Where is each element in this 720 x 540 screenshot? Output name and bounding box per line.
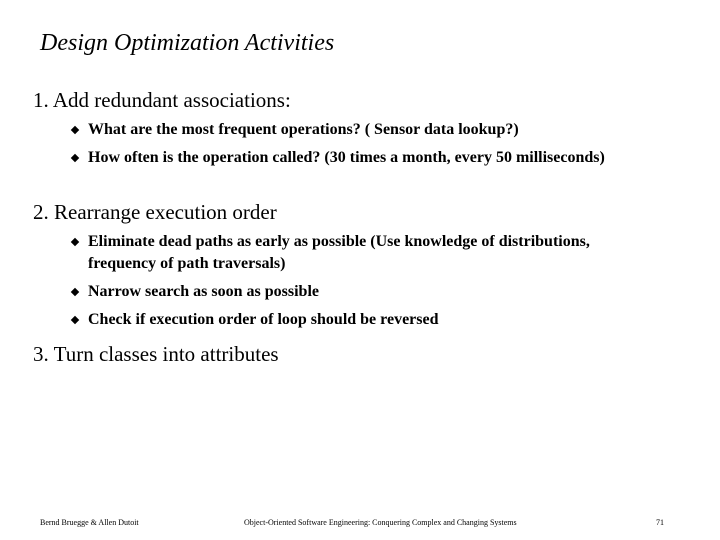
item-3-heading: 3. Turn classes into attributes <box>33 342 279 366</box>
item-1-bullet-list <box>70 119 670 175</box>
bullet-text: Check if execution order of loop should be reversed <box>88 311 439 328</box>
bullet-text: What are the most frequent operations? ( Sensor data lookup?) <box>88 121 519 138</box>
item-1-heading: 1. Add redundant associations: <box>33 88 291 112</box>
bullet-item <box>70 119 670 141</box>
item-2-bullet-list <box>70 231 630 337</box>
bullet-item <box>70 231 630 275</box>
footer-authors: Bernd Bruegge & Allen Dutoit <box>40 518 139 527</box>
item-2-heading: 2. Rearrange execution order <box>33 200 277 224</box>
diamond-bullet-icon <box>71 316 79 324</box>
diamond-bullet-icon <box>71 288 79 296</box>
bullet-item <box>70 309 630 331</box>
diamond-bullet-icon <box>71 154 79 162</box>
bullet-item <box>70 147 670 169</box>
bullet-text: How often is the operation called? (30 times a month, every 50 milliseconds) <box>88 149 605 166</box>
bullet-item <box>70 281 630 303</box>
footer-book-title: Object-Oriented Software Engineering: Conquering Complex and Changing Systems <box>244 518 517 527</box>
diamond-bullet-icon <box>71 238 79 246</box>
slide-title: Design Optimization Activities <box>40 30 335 56</box>
diamond-bullet-icon <box>71 126 79 134</box>
bullet-text: Narrow search as soon as possible <box>88 283 319 300</box>
footer-page-number: 71 <box>656 518 664 527</box>
bullet-text: Eliminate dead paths as early as possible (Use knowledge of distributions, frequency of path traversals) <box>88 233 590 272</box>
